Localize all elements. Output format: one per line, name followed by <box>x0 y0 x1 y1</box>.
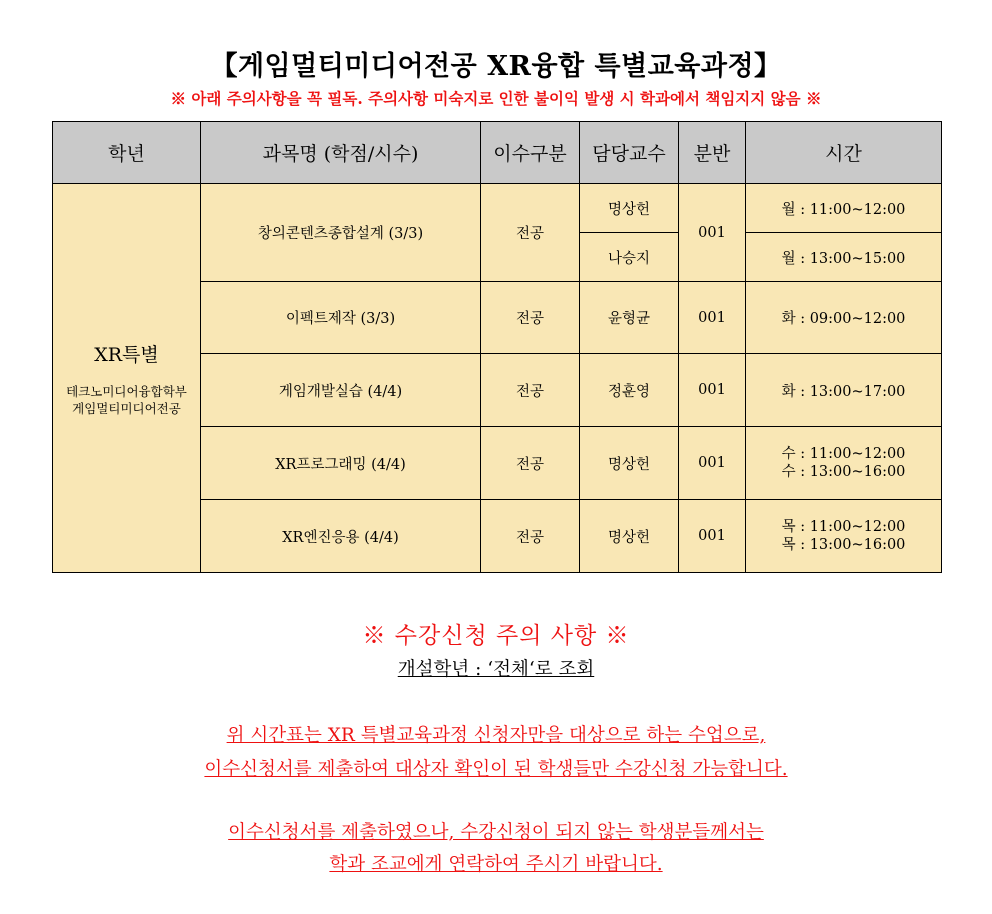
notes-line-text: 학과 조교에게 연락하여 주시기 바랍니다. <box>329 854 663 875</box>
header-professor: 담당교수 <box>580 122 679 184</box>
course-cell: 이펙트제작 (3/3) <box>201 282 481 354</box>
time-cell: 월 : 13:00~15:00 <box>746 233 942 282</box>
header-time: 시간 <box>746 122 942 184</box>
header-section: 분반 <box>679 122 746 184</box>
schedule-table <box>52 121 942 573</box>
course-cell: XR엔진응용 (4/4) <box>201 500 481 573</box>
time-cell: 화 : 13:00~17:00 <box>746 354 942 427</box>
warning-notice: ※ 아래 주의사항을 꼭 필독. 주의사항 미숙지로 인한 불이익 발생 시 학과에서 책임지지 않음 ※ <box>170 89 822 108</box>
time-cell: 화 : 09:00~12:00 <box>746 282 942 354</box>
course-cell: 게임개발실습 (4/4) <box>201 354 481 427</box>
notes-line <box>0 850 992 876</box>
grade-main: XR특별 <box>94 343 159 366</box>
table-row <box>53 184 942 233</box>
time-cell: 월 : 11:00~12:00 <box>746 184 942 233</box>
notes-line <box>0 721 992 747</box>
notes-subtitle-text: 개설학년 : ‘전체‘로 조회 <box>397 659 595 680</box>
section-cell: 001 <box>679 427 746 500</box>
header-type: 이수구분 <box>481 122 580 184</box>
header-grade: 학년 <box>53 122 201 184</box>
header-course: 과목명 (학점/시수) <box>201 122 481 184</box>
time-cell <box>746 427 942 500</box>
time-line: 수 : 11:00~12:00 <box>781 446 906 462</box>
notes-line-text: 위 시간표는 XR 특별교육과정 신청자만을 대상으로 하는 수업으로, <box>226 725 766 746</box>
type-cell: 전공 <box>481 427 580 500</box>
professor-cell: 명상헌 <box>580 184 679 233</box>
time-line: 목 : 11:00~12:00 <box>781 519 906 535</box>
type-cell: 전공 <box>481 282 580 354</box>
time-cell <box>746 500 942 573</box>
time-line: 목 : 13:00~16:00 <box>781 537 906 553</box>
department-name: 테크노미디어융합학부 <box>66 383 187 399</box>
professor-cell: 명상헌 <box>580 500 679 573</box>
table-header-row <box>53 122 942 184</box>
type-cell: 전공 <box>481 184 580 282</box>
notes-line <box>0 755 992 781</box>
grade-cell <box>53 184 201 573</box>
course-cell: XR프로그래밍 (4/4) <box>201 427 481 500</box>
professor-cell: 명상헌 <box>580 427 679 500</box>
type-cell: 전공 <box>481 354 580 427</box>
notes-line <box>0 818 992 844</box>
section-cell: 001 <box>679 184 746 282</box>
professor-cell: 나승지 <box>580 233 679 282</box>
time-line: 수 : 13:00~16:00 <box>781 464 906 480</box>
course-cell: 창의콘텐츠종합설계 (3/3) <box>201 184 481 282</box>
major-name: 게임멀티미디어전공 <box>72 400 181 416</box>
notes-title: ※ 수강신청 주의 사항 ※ <box>362 623 630 649</box>
type-cell: 전공 <box>481 500 580 573</box>
section-cell: 001 <box>679 500 746 573</box>
notes-subtitle <box>0 655 992 681</box>
notes-line-text: 이수신청서를 제출하였으나, 수강신청이 되지 않는 학생분들께서는 <box>228 822 764 843</box>
page-title: 【게임멀티미디어전공 XR융합 특별교육과정】 <box>210 51 782 82</box>
notes-line-text: 이수신청서를 제출하여 대상자 확인이 된 학생들만 수강신청 가능합니다. <box>204 759 788 780</box>
section-cell: 001 <box>679 282 746 354</box>
professor-cell: 윤형균 <box>580 282 679 354</box>
professor-cell: 정훈영 <box>580 354 679 427</box>
section-cell: 001 <box>679 354 746 427</box>
